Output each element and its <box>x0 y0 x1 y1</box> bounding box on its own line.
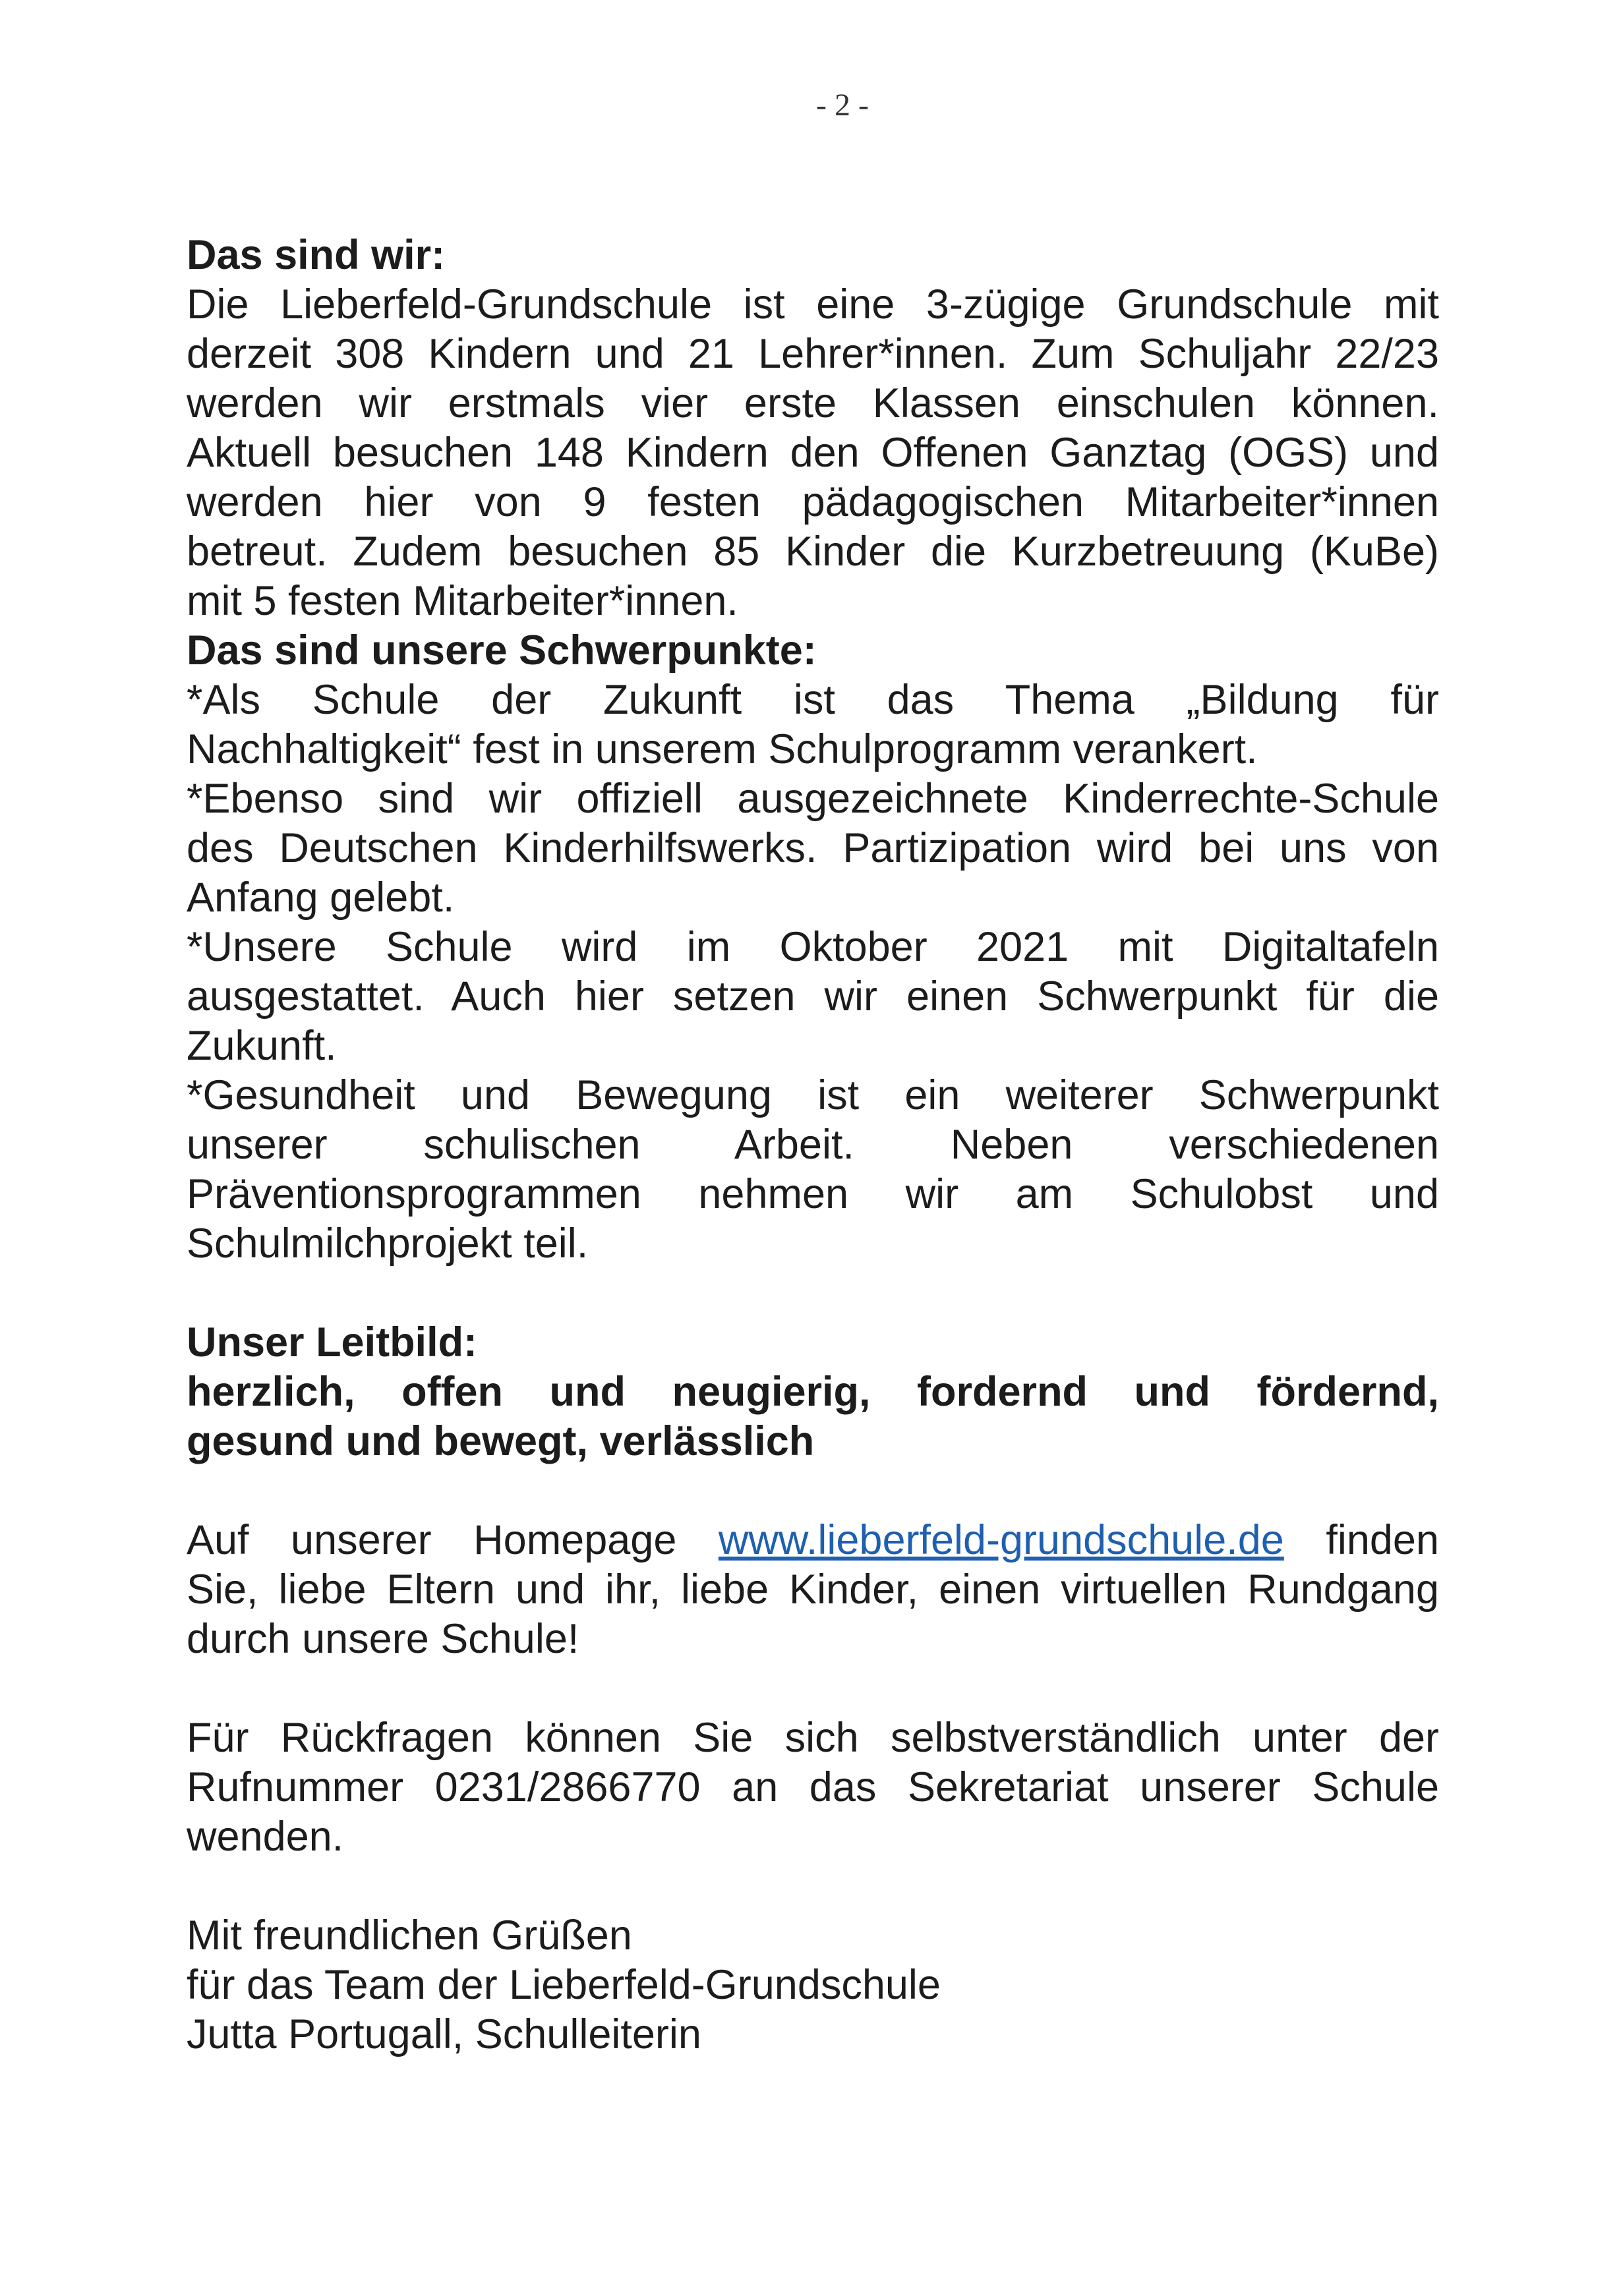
focus-line: *Als Schule der Zukunft ist das Thema „Bildung für <box>187 677 1439 723</box>
focus-section <box>187 626 1439 1269</box>
focus-line: *Unsere Schule wird im Oktober 2021 mit Digitaltafeln <box>187 924 1439 970</box>
closing-signature: Jutta Portugall, Schulleiterin <box>187 2011 701 2057</box>
contact-line: wenden. <box>187 1814 344 1860</box>
focus-point-digital-boards <box>187 923 1439 1071</box>
focus-line: *Ebenso sind wir offiziell ausgezeichnete Kinderrechte-Schule <box>187 776 1439 822</box>
intro-line: derzeit 308 Kindern und 21 Lehrer*innen. Zum Schuljahr 22/23 <box>187 331 1439 377</box>
spacer <box>187 1862 1439 1911</box>
focus-line: Nachhaltigkeit“ fest in unserem Schulprogramm verankert. <box>187 726 1258 772</box>
page-number: - 2 - <box>816 88 869 123</box>
letter-body <box>187 231 1439 2059</box>
mission-heading: Unser Leitbild: <box>187 1319 478 1365</box>
focus-point-health <box>187 1071 1439 1269</box>
closing-team: für das Team der Lieberfeld-Grundschule <box>187 1962 941 2008</box>
closing-section <box>187 1911 1439 2059</box>
mission-section <box>187 1318 1439 1466</box>
homepage-prefix: Auf unserer Homepage <box>187 1517 719 1563</box>
homepage-line: durch unsere Schule! <box>187 1616 579 1662</box>
spacer <box>187 1466 1439 1516</box>
homepage-line <box>187 1516 1439 1565</box>
focus-line: Anfang gelebt. <box>187 875 455 921</box>
focus-line: des Deutschen Kinderhilfswerks. Partizipation wird bei uns von <box>187 825 1439 871</box>
focus-point-sustainability <box>187 675 1439 774</box>
focus-line: Zukunft. <box>187 1023 337 1069</box>
mission-line: gesund und bewegt, verlässlich <box>187 1418 815 1464</box>
focus-point-childrens-rights <box>187 774 1439 923</box>
focus-line: *Gesundheit und Bewegung ist ein weiterer Schwerpunkt <box>187 1072 1439 1118</box>
spacer <box>187 1664 1439 1713</box>
intro-heading: Das sind wir: <box>187 232 446 278</box>
intro-line: werden wir erstmals vier erste Klassen einschulen können. <box>187 380 1439 426</box>
contact-line: Für Rückfragen können Sie sich selbstverständlich unter der <box>187 1715 1439 1761</box>
homepage-suffix: finden <box>1283 1517 1439 1563</box>
focus-line: Schulmilchprojekt teil. <box>187 1220 589 1267</box>
focus-line: ausgestattet. Auch hier setzen wir einen Schwerpunkt für die <box>187 973 1439 1019</box>
intro-line: Die Lieberfeld-Grundschule ist eine 3-zügige Grundschule mit <box>187 281 1439 328</box>
intro-line: werden hier von 9 festen pädagogischen Mitarbeiter*innen <box>187 479 1439 525</box>
homepage-section <box>187 1516 1439 1664</box>
homepage-line: Sie, liebe Eltern und ihr, liebe Kinder, einen virtuellen Rundgang <box>187 1566 1439 1613</box>
intro-line: betreut. Zudem besuchen 85 Kinder die Kurzbetreuung (KuBe) <box>187 529 1439 575</box>
intro-section <box>187 231 1439 626</box>
homepage-link[interactable]: www.lieberfeld-grundschule.de <box>718 1517 1284 1563</box>
contact-line: Rufnummer 0231/2866770 an das Sekretariat unserer Schule <box>187 1764 1439 1810</box>
intro-line: Aktuell besuchen 148 Kindern den Offenen Ganztag (OGS) und <box>187 430 1439 476</box>
intro-line: mit 5 festen Mitarbeiter*innen. <box>187 578 738 624</box>
focus-heading: Das sind unsere Schwerpunkte: <box>187 627 817 674</box>
focus-line: unserer schulischen Arbeit. Neben verschiedenen <box>187 1122 1439 1168</box>
mission-line: herzlich, offen und neugierig, fordernd und fördernd, <box>187 1369 1439 1415</box>
closing-greeting: Mit freundlichen Grüßen <box>187 1912 632 1959</box>
spacer <box>187 1269 1439 1318</box>
focus-line: Präventionsprogrammen nehmen wir am Schulobst und <box>187 1171 1439 1217</box>
contact-section <box>187 1713 1439 1862</box>
